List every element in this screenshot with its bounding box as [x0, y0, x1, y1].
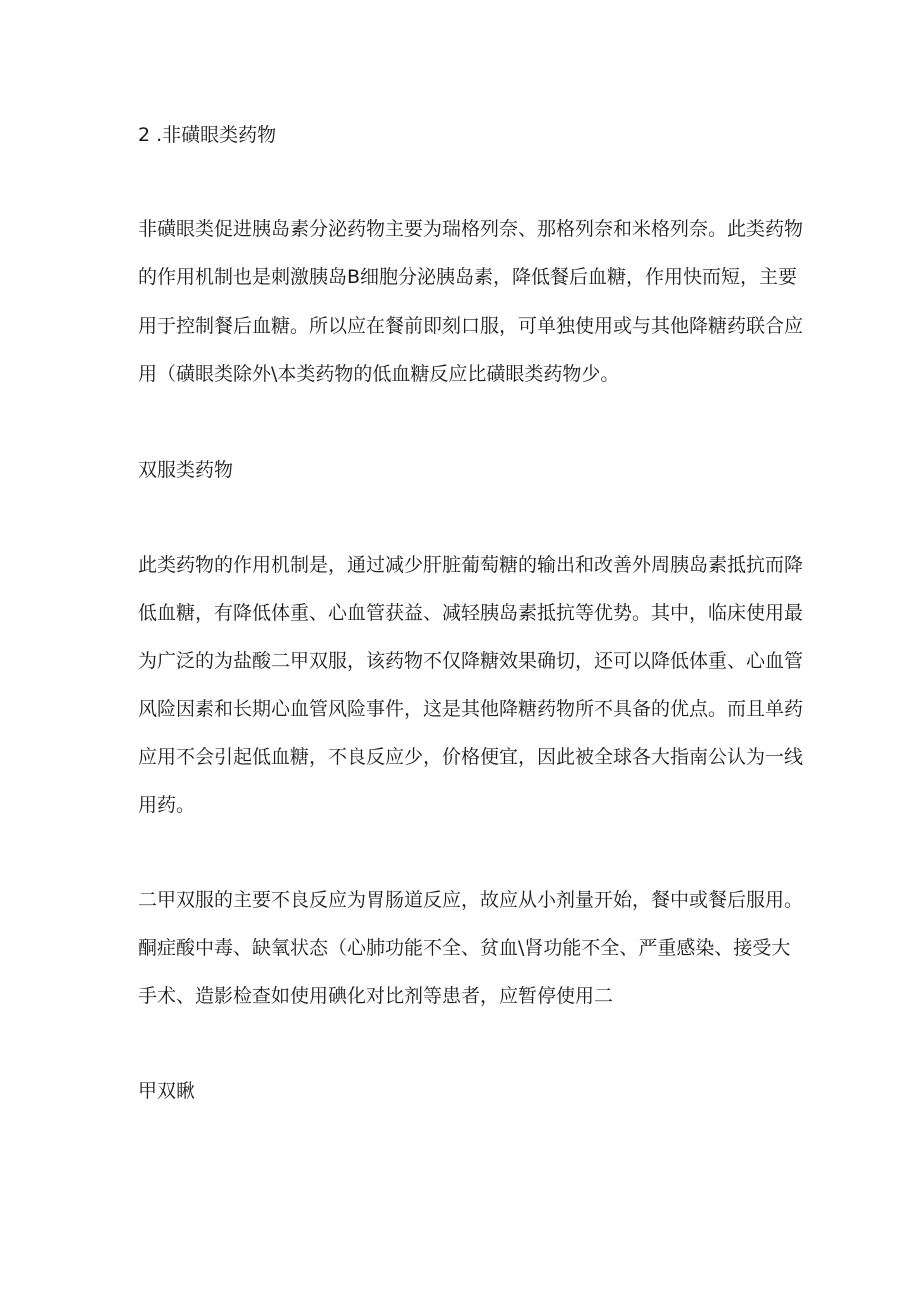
paragraph-line: 二甲双服的主要不良反应为胃肠道反应，故应从小剂量开始，餐中或餐后服用。	[138, 889, 804, 911]
paragraph-line: 用（磺眼类除外\本类药物的低血糖反应比磺眼类药物少。	[138, 363, 620, 385]
section-heading-biguanide: 双服类药物	[138, 459, 234, 481]
paragraph-line: 酮症酸中毒、缺氧状态（心肺功能不全、贫血\肾功能不全、严重感染、接受大	[138, 937, 791, 959]
paragraph-line: 此类药物的作用机制是，通过减少肝脏葡萄糖的输出和改善外周胰岛素抵抗而降	[138, 554, 804, 576]
paragraph-line: 的作用机制也是刺激胰岛B细胞分泌胰岛素，降低餐后血糖，作用快而短，主要	[138, 266, 798, 288]
paragraph-line: 应用不会引起低血糖，不良反应少，价格便宜，因此被全球各大指南公认为一线	[138, 746, 804, 768]
paragraph-line: 手术、造影检查如使用碘化对比剂等患者，应暂停使用二	[138, 985, 614, 1007]
paragraph-line: 非磺眼类促进胰岛素分泌药物主要为瑞格列奈、那格列奈和米格列奈。此类药物	[138, 218, 804, 240]
paragraph-line: 风险因素和长期心血管风险事件，这是其他降糖药物所不具备的优点。而且单药	[138, 698, 804, 720]
paragraph-line: 低血糖，有降低体重、心血管获益、减轻胰岛素抵抗等优势。其中，临床使用最	[138, 602, 804, 624]
trailing-line: 甲双瞅	[138, 1080, 196, 1102]
paragraph-line: 用于控制餐后血糖。所以应在餐前即刻口服，可单独使用或与其他降糖药联合应	[138, 315, 804, 337]
paragraph-line: 用药。	[138, 794, 196, 816]
paragraph-line: 为广泛的为盐酸二甲双服，该药物不仅降糖效果确切，还可以降低体重、心血管	[138, 650, 804, 672]
section-heading-non-sulfonylurea: 2 .非磺眼类药物	[138, 124, 277, 146]
